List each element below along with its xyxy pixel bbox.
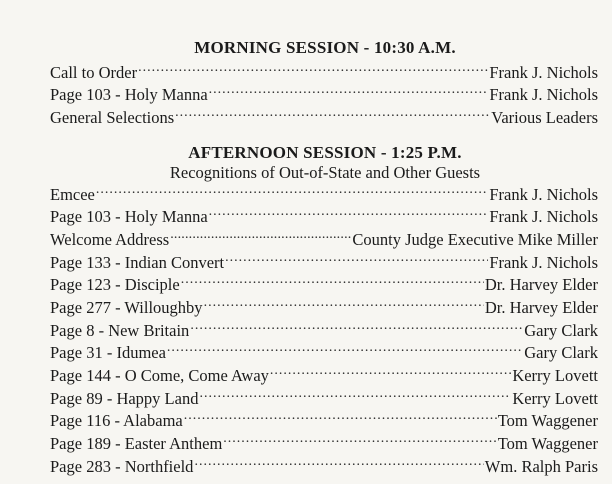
program-leader: Frank J. Nichols (489, 85, 598, 104)
dot-leader (209, 206, 489, 223)
program-leader: Kerry Lovett (512, 388, 598, 408)
program-row (50, 433, 598, 456)
dot-leader (223, 433, 496, 450)
program-row (50, 410, 598, 433)
program-item: Page 123 - Disciple (50, 275, 180, 295)
program-row (50, 61, 598, 84)
dot-leader (270, 365, 511, 382)
program-row (50, 387, 598, 410)
program-leader: Dr. Harvey Elder (484, 297, 598, 317)
dot-leader (138, 61, 488, 78)
program-item: Page 189 - Easter Anthem (50, 434, 223, 454)
program-leader: Gary Clark (524, 343, 598, 363)
program-row (50, 206, 598, 229)
dot-leader (181, 274, 484, 291)
program-leader: Wm. Ralph Paris (484, 456, 598, 476)
program-leader: Frank J. Nichols (489, 252, 598, 272)
program-row (50, 274, 598, 297)
program-leader: Kerry Lovett (512, 366, 598, 385)
program-item: Page 144 - O Come, Come Away (50, 366, 269, 385)
dot-leader (194, 455, 483, 472)
program-row (50, 455, 598, 478)
dot-leader (96, 183, 488, 200)
program-row (50, 84, 598, 107)
program-leader: Tom Waggener (497, 411, 598, 431)
program-row (50, 342, 598, 365)
dot-leader (184, 410, 497, 427)
program-item: Welcome Address (50, 229, 170, 249)
program-item: Page 8 - New Britain (50, 320, 190, 340)
program-item: General Selections (50, 107, 175, 127)
dot-leader (204, 296, 484, 313)
dot-leader (167, 342, 523, 359)
afternoon-session-subtitle: Recognitions of Out-of-State and Other Guests (169, 163, 481, 182)
program-item: Page 89 - Happy Land (50, 388, 199, 408)
program-row (50, 183, 598, 206)
dot-leader (209, 84, 489, 101)
afternoon-program-list (50, 183, 598, 478)
program-item: Page 283 - Northfield (50, 456, 194, 476)
program-item: Page 103 - Holy Manna (50, 85, 208, 104)
dot-leader (225, 251, 488, 268)
program-row (50, 296, 598, 319)
dot-leader (190, 319, 523, 336)
program-item: Emcee (50, 184, 95, 204)
program-item: Page 116 - Alabama (50, 411, 183, 431)
program-leader: Various Leaders (491, 107, 598, 127)
program-item: Page 133 - Indian Convert (50, 252, 225, 272)
morning-program-list (50, 61, 598, 129)
program-row (50, 228, 598, 251)
program-item: Page 277 - Willoughby (50, 297, 203, 317)
program-row (50, 365, 598, 388)
dot-leader (199, 387, 511, 404)
afternoon-session-heading: AFTERNOON SESSION - 1:25 P.M. (188, 143, 462, 162)
program-row (50, 106, 598, 129)
program-row (50, 251, 598, 274)
program-leader: Frank J. Nichols (489, 62, 598, 82)
program-leader: Frank J. Nichols (489, 207, 598, 227)
morning-session-heading: MORNING SESSION - 10:30 A.M. (194, 38, 456, 57)
dot-leader (170, 228, 351, 245)
program-row (50, 319, 598, 342)
program-leader: County Judge Executive Mike Miller (352, 229, 598, 249)
program-item: Page 31 - Idumea (50, 343, 166, 363)
dot-leader (175, 106, 490, 123)
program-leader: Tom Waggener (497, 434, 598, 454)
program-leader: Gary Clark (524, 320, 598, 340)
program-item: Call to Order (50, 62, 138, 82)
program-item: Page 103 - Holy Manna (50, 207, 208, 227)
program-leader: Frank J. Nichols (489, 184, 598, 204)
program-leader: Dr. Harvey Elder (484, 275, 598, 295)
